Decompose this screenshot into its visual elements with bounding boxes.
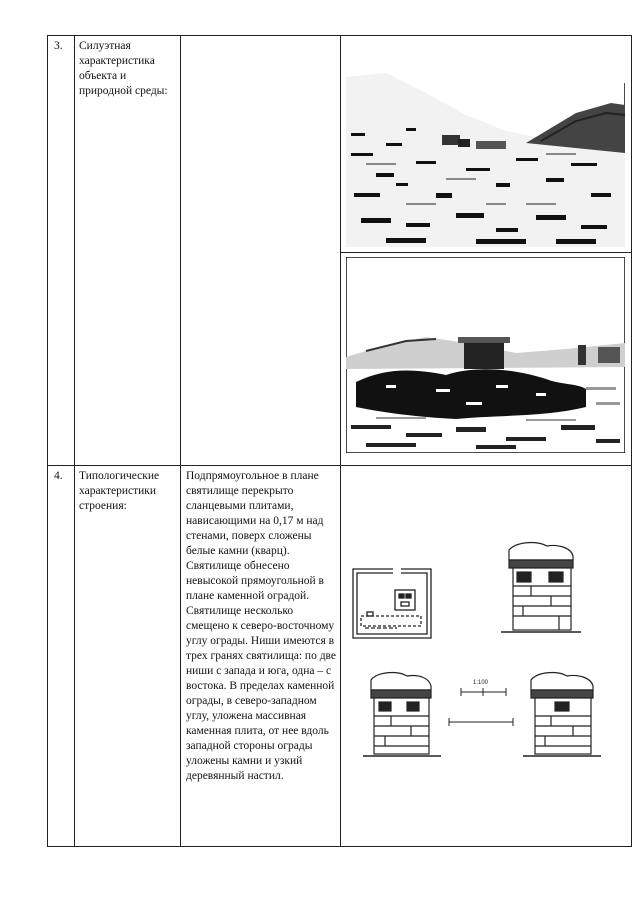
site-plan <box>353 569 431 638</box>
shrine-photo-frame <box>341 252 631 460</box>
row-description <box>181 36 340 39</box>
landscape-photo <box>346 43 625 247</box>
row-number: 3. <box>54 40 63 52</box>
table-row-typology <box>48 466 632 847</box>
row-drawing-cell <box>341 466 632 847</box>
elevation-west <box>363 673 441 756</box>
scale-label: 1:100 <box>473 680 489 686</box>
row-number: 4. <box>54 470 63 482</box>
landscape-photo-frame <box>341 36 631 252</box>
shrine-photo <box>346 257 625 453</box>
row-label: Силуэтная характеристика объекта и природной среды: <box>79 40 168 97</box>
row-description: Подпрямоугольное в плане святилище перекрыто сланцевыми плитами, нависающими на 0,17 м над стенами, поверх сложены белые камни (кварц). Святилище обнесено невысокой прямоугольной в плане каменной оградой. Святилище несколько смещено к северо-восточному углу ограды. Ниши имеются в трех гранях святилища: по две ниши с запада и юга, одна – с востока. В пределах каменной ограды, в северо-западном углу, уложена массивная каменная плита, от нее вдоль западной стороны ограды уложены камни и узкий деревянный настил. <box>186 470 337 782</box>
row-label: Типологические характеристики строения: <box>79 470 160 512</box>
row-label-cell <box>75 466 181 847</box>
row-label-cell <box>75 36 181 466</box>
heritage-object-table <box>47 35 632 847</box>
row-number-cell <box>48 36 75 466</box>
elevation-front <box>501 543 581 632</box>
row-number-cell <box>48 466 75 847</box>
elevation-east <box>523 673 601 756</box>
table-row-silhouette <box>48 36 632 466</box>
row-photo-cell <box>341 36 632 466</box>
row-description-cell <box>181 36 341 466</box>
row-description-cell <box>181 466 341 847</box>
scale-bar <box>449 688 513 726</box>
shrine-drawings <box>341 466 631 841</box>
